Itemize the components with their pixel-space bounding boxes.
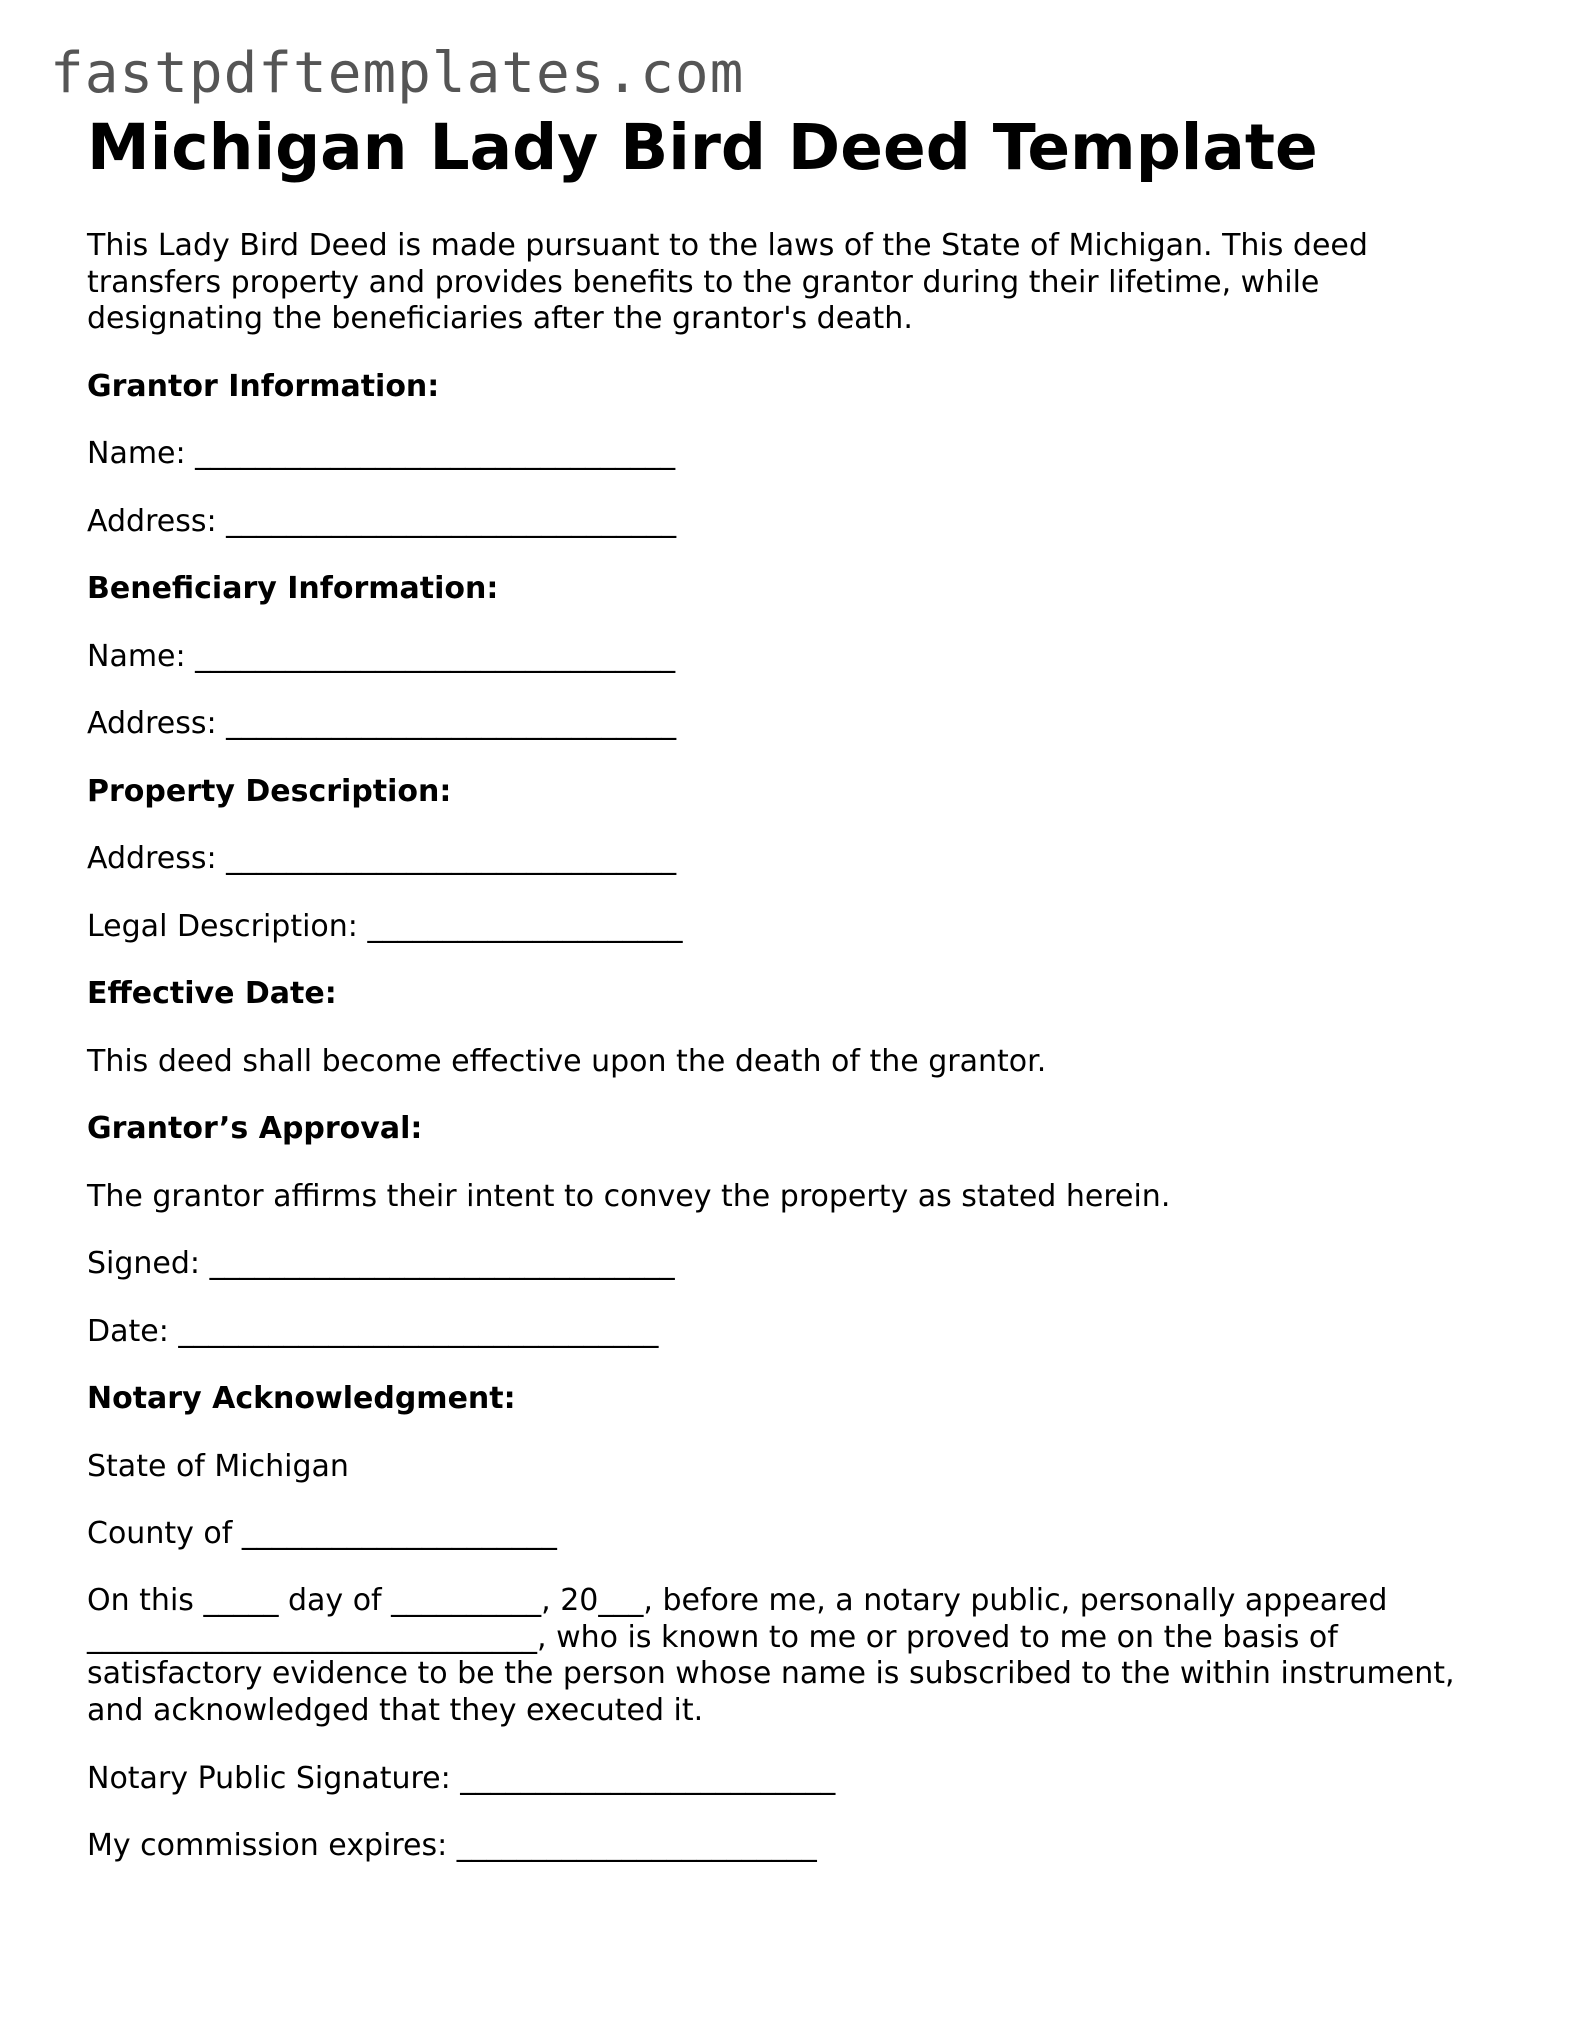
- notary-heading: Notary Acknowledgment:: [87, 1381, 516, 1416]
- intro-paragraph: This Lady Bird Deed is made pursuant to the laws of the State of Michigan. This deed transfers property and provides benefits to the grantor during their lifetime, while designating the beneficiaries after the grantor's death.: [87, 228, 1368, 336]
- beneficiary-name-field[interactable]: Name: ________________________________: [87, 638, 676, 674]
- legal-description-field[interactable]: Legal Description: _____________________: [87, 908, 683, 944]
- effective-date-text: This deed shall become effective upon the death of the grantor.: [87, 1043, 1047, 1079]
- approval-heading: Grantor’s Approval:: [87, 1111, 423, 1146]
- notary-state: State of Michigan: [87, 1448, 349, 1484]
- date-field[interactable]: Date: ________________________________: [87, 1313, 659, 1349]
- grantor-address-field[interactable]: Address: ______________________________: [87, 503, 677, 539]
- property-heading: Property Description:: [87, 773, 452, 809]
- watermark: fastpdftemplates.com: [50, 41, 745, 106]
- commission-expires-field[interactable]: My commission expires: ________________________: [87, 1828, 817, 1863]
- page-title: Michigan Lady Bird Deed Template: [87, 111, 1318, 184]
- signed-field[interactable]: Signed: _______________________________: [87, 1246, 675, 1281]
- beneficiary-address-field[interactable]: Address: ______________________________: [87, 706, 677, 741]
- document-body: [87, 108, 1507, 1864]
- notary-signature-field[interactable]: Notary Public Signature: _________________________: [87, 1760, 836, 1796]
- grantor-name-field[interactable]: Name: ________________________________: [87, 436, 676, 471]
- beneficiary-heading: Beneficiary Information:: [87, 571, 499, 606]
- notary-paragraph: On this _____ day of __________, 20___, before me, a notary public, personally appeared ______________________________, who is known to me or proved to me on the basis of satisfactory evidence to be the person whose name is subscribed to the within instrument, and acknowledged that they executed it.: [87, 1583, 1455, 1728]
- property-address-field[interactable]: Address: ______________________________: [87, 841, 677, 876]
- county-field[interactable]: County of _____________________: [87, 1516, 557, 1551]
- effective-date-heading: Effective Date:: [87, 976, 337, 1011]
- approval-text: The grantor affirms their intent to convey the property as stated herein.: [87, 1178, 1171, 1214]
- grantor-heading: Grantor Information:: [87, 368, 440, 404]
